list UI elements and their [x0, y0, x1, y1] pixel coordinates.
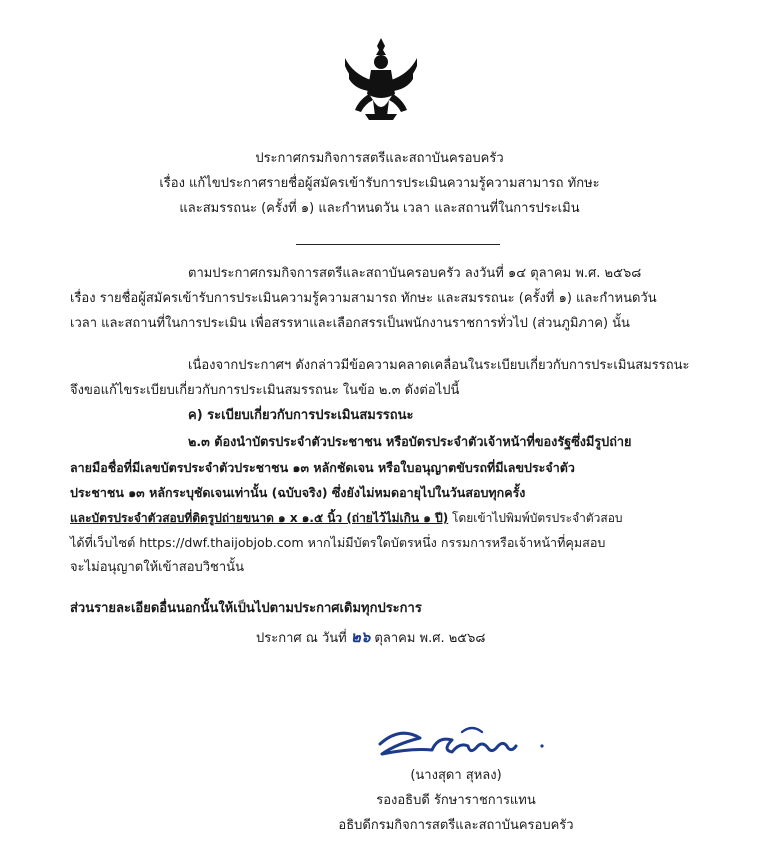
item-2-3-line4	[70, 509, 623, 527]
signer-position: รองอธิบดี รักษาราชการแทน	[376, 793, 536, 808]
item-2-3-line2: ลายมือชื่อที่มีเลขบัตรประจำตัวประชาชน ๑๓ หลักชัดเจน หรือใบอนุญาตขับรถที่มีเลขประจำตัว	[70, 460, 575, 475]
garuda-emblem-icon	[343, 36, 419, 122]
handwritten-day: ๒๖	[350, 628, 371, 646]
para1-line2: เรื่อง รายชื่อผู้สมัครเข้ารับการประเมินความรู้ความสามารถ ทักษะ และสมรรถนะ (ครั้งที่ ๑) และกำหนดวัน	[70, 291, 657, 306]
header-divider	[296, 244, 500, 245]
para1-line1: ตามประกาศกรมกิจการสตรีและสถาบันครอบครัว ลงวันที่ ๑๔ ตุลาคม พ.ศ. ๒๕๖๘	[188, 266, 642, 281]
doc-subject-line2: และสมรรถนะ (ครั้งที่ ๑) และกำหนดวัน เวลา และสถานที่ในการประเมิน	[179, 201, 580, 216]
item-2-3-line5: ได้ที่เว็บไซต์ https://dwf.thaijobjob.com หากไม่มีบัตรใดบัตรหนึ่ง กรรมการหรือเจ้าหน้าที่คุมสอบ	[70, 535, 606, 550]
doc-title: ประกาศกรมกิจการสตรีและสถาบันครอบครัว	[255, 151, 504, 166]
print-instruction: โดยเข้าไปพิมพ์บัตรประจำตัวสอบ	[448, 511, 623, 525]
section-heading: ค) ระเบียบเกี่ยวกับการประเมินสมรรถนะ	[188, 408, 414, 423]
announce-date	[256, 628, 485, 648]
closing-statement: ส่วนรายละเอียดอื่นนอกนั้นให้เป็นไปตามประกาศเดิมทุกประการ	[70, 601, 422, 616]
item-2-3-line6: จะไม่อนุญาตให้เข้าสอบวิชานั้น	[70, 560, 244, 575]
id-card-requirement: และบัตรประจำตัวสอบที่ติดรูปถ่ายขนาด ๑ x ๑.๕ นิ้ว (ถ่ายไว้ไม่เกิน ๑ ปี)	[70, 511, 449, 525]
signature-image	[372, 718, 552, 764]
announce-suffix: ตุลาคม พ.ศ. ๒๕๖๘	[370, 631, 486, 646]
item-2-3-line3: ประชาชน ๑๓ หลักระบุชัดเจนเท่านั้น (ฉบับจริง) ซึ่งยังไม่หมดอายุไปในวันสอบทุกครั้ง	[70, 485, 526, 500]
signer-position-2: อธิบดีกรมกิจการสตรีและสถาบันครอบครัว	[338, 818, 574, 833]
para1-line3: เวลา และสถานที่ในการประเมิน เพื่อสรรหาและเลือกสรรเป็นพนักงานราชการทั่วไป (ส่วนภูมิภาค) นั้น	[70, 316, 630, 331]
doc-subject-line1: เรื่อง แก้ไขประกาศรายชื่อผู้สมัครเข้ารับการประเมินความรู้ความสามารถ ทักษะ	[159, 176, 600, 191]
announce-prefix: ประกาศ ณ วันที่	[256, 631, 351, 646]
para2-line1: เนื่องจากประกาศฯ ดังกล่าวมีข้อความคลาดเคลื่อนในระเบียบเกี่ยวกับการประเมินสมรรถนะ	[188, 358, 690, 373]
item-2-3-line1: ๒.๓ ต้องนำบัตรประจำตัวประชาชน หรือบัตรประจำตัวเจ้าหน้าที่ของรัฐซึ่งมีรูปถ่าย	[188, 434, 632, 449]
signer-name: (นางสุดา สุหลง)	[410, 768, 502, 783]
para2-line2: จึงขอแก้ไขระเบียบเกี่ยวกับการประเมินสมรรถนะ ในข้อ ๒.๓ ดังต่อไปนี้	[70, 383, 460, 398]
